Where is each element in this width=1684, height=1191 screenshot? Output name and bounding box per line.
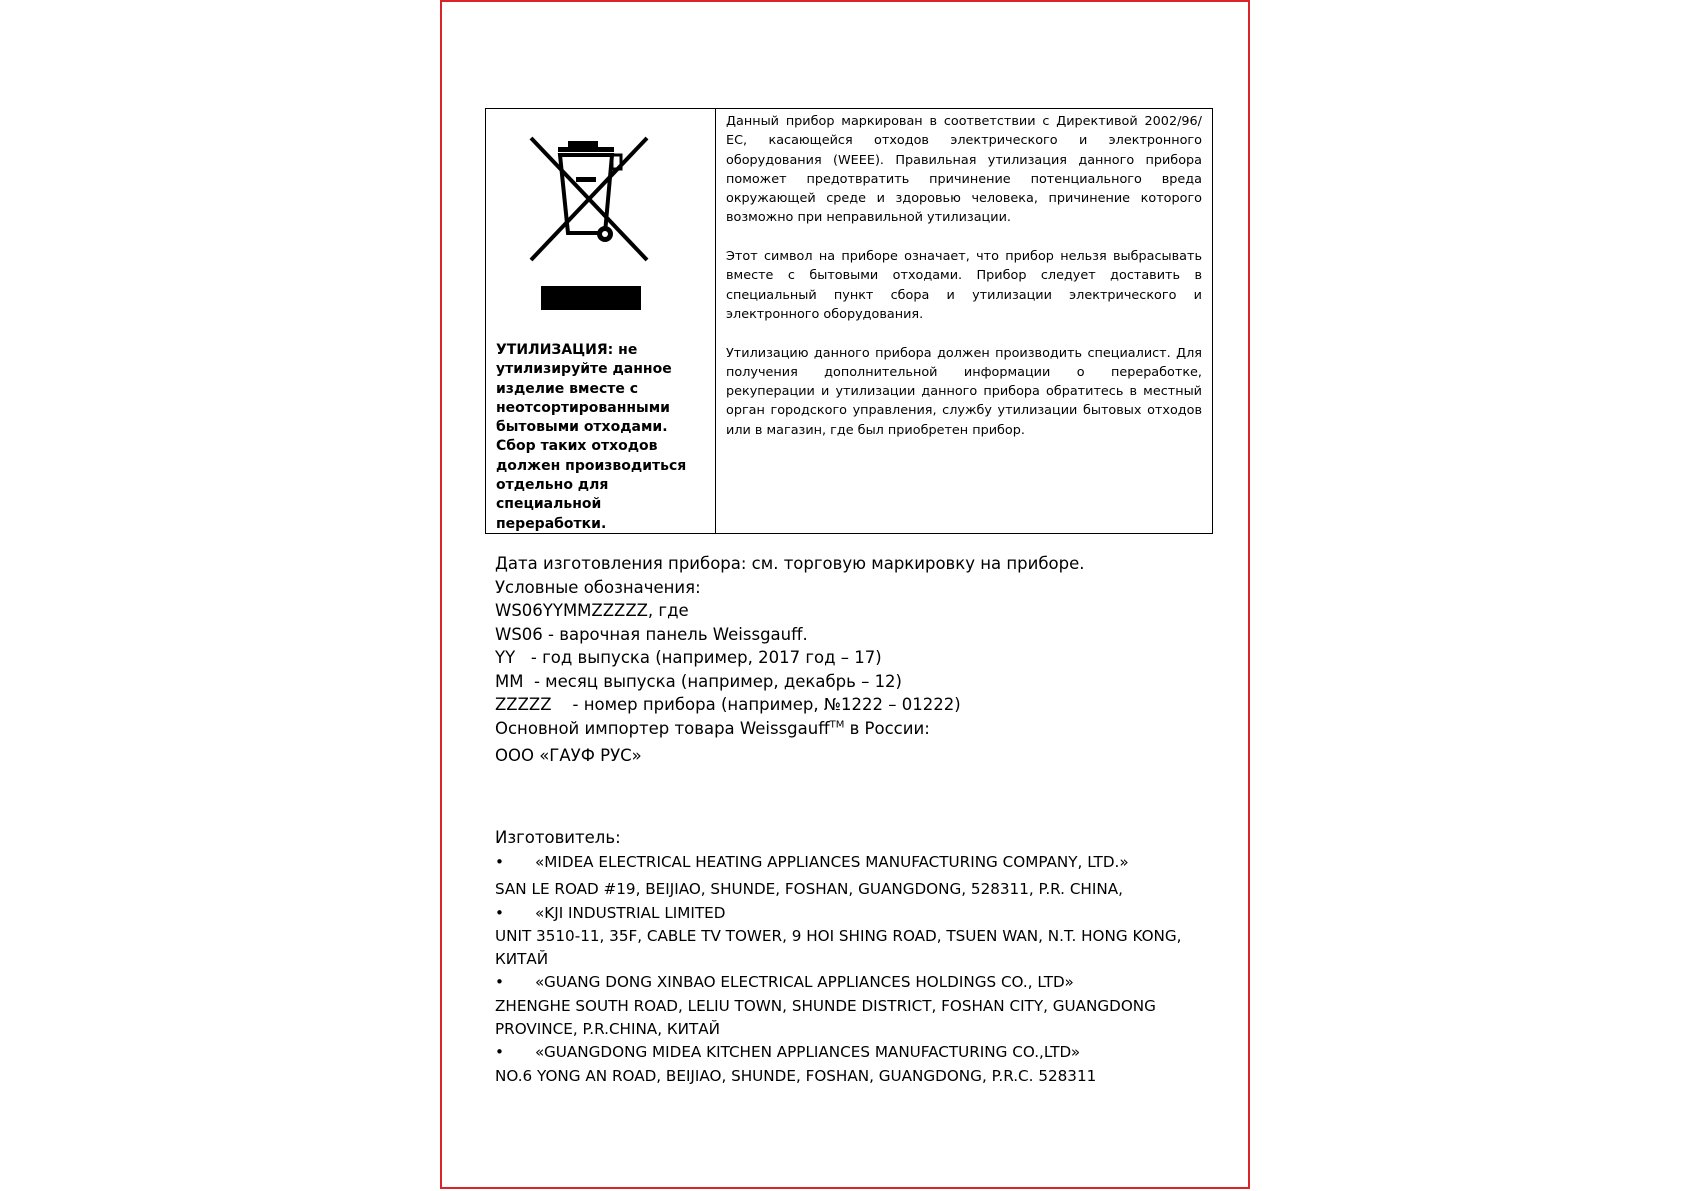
serial-code-format: WS06YYMMZZZZZ, где <box>495 601 689 620</box>
bullet: • <box>495 973 504 992</box>
list-item <box>495 1041 1215 1064</box>
code-line-number: ZZZZZ - номер прибора (например, №1222 – 01222) <box>495 695 961 714</box>
legend-title: Условные обозначения: <box>495 577 701 597</box>
importer-name: ООО «ГАУФ РУС» <box>495 746 642 765</box>
bullet: • <box>495 1043 504 1062</box>
manufacturer-address: NO.6 YONG AN ROAD, BEIJIAO, SHUNDE, FOSHAN, GUANGDONG, P.R.C. 528311 <box>495 1066 1097 1085</box>
manufacturer-address: ZHENGHE SOUTH ROAD, LELIU TOWN, SHUNDE DISTRICT, FOSHAN CITY, GUANGDONG PROVINCE, P.R.CHINA, КИТАЙ <box>495 996 1156 1039</box>
list-item <box>495 902 1215 925</box>
manufacturer-list <box>495 851 1215 1088</box>
manufacture-date-line: Дата изготовления прибора: см. торговую маркировку на приборе. <box>495 554 1085 573</box>
manufacturer-address: UNIT 3510-11, 35F, CABLE TV TOWER, 9 HOI SHING ROAD, TSUEN WAN, N.T. HONG KONG, КИТАЙ <box>495 926 1182 969</box>
code-line-month: MM - месяц выпуска (например, декабрь – 12) <box>495 671 902 691</box>
manufacturer-title: Изготовитель: <box>495 827 621 847</box>
weee-paragraph-specialist: Утилизацию данного прибора должен производить специалист. Для получения дополнительной информации о переработке, рекуперации и утилизации данного прибора обратитесь в местный орган городского управления, службу утилизации бытовых отходов или в магазин, где был приобретен прибор. <box>726 345 1202 438</box>
list-item <box>495 851 1215 874</box>
bullet: • <box>495 903 504 922</box>
importer-prefix: Основной импортер товара Weissgauff <box>495 718 830 738</box>
manufacturer-name: «MIDEA ELECTRICAL HEATING APPLIANCES MANUFACTURING COMPANY, LTD.» <box>535 853 1129 871</box>
weee-disposal-table <box>485 108 1213 534</box>
manufacturer-address: SAN LE ROAD #19, BEIJIAO, SHUNDE, FOSHAN, GUANGDONG, 528311, P.R. CHINA, <box>495 880 1123 899</box>
trademark-sup: TM <box>829 719 845 730</box>
code-line-model: WS06 - варочная панель Weissgauff. <box>495 624 808 644</box>
manufacturer-name: «KJI INDUSTRIAL LIMITED <box>535 903 726 922</box>
weee-info-cell <box>716 109 1212 533</box>
disposal-warning: УТИЛИЗАЦИЯ: не утилизируйте данное изделие вместе с неотсортированными бытовыми отходами. Сбор таких отходов должен производиться отдельно для специальной переработки. <box>496 342 687 532</box>
importer-suffix: в России: <box>844 718 930 738</box>
bullet: • <box>495 853 504 871</box>
manufacturer-name: «GUANG DONG XINBAO ELECTRICAL APPLIANCES HOLDINGS CO., LTD» <box>535 973 1074 992</box>
manufacture-info <box>495 552 1215 1088</box>
code-line-year: YY - год выпуска (например, 2017 год – 17) <box>495 648 882 667</box>
weee-paragraph-directive: Данный прибор маркирован в соответствии с Директивой 2002/96/ЕС, касающейся отходов электрического и электронного оборудования (WEEE). Правильная утилизация данного прибора поможет предотвратить причинение потенциального вреда окружающей среде и здоровью человека, причинение которого возможно при неправильной утилизации. <box>726 114 1202 226</box>
crossed-out-wheelie-bin-icon <box>528 135 650 263</box>
weee-symbol-cell <box>486 109 716 533</box>
weee-paragraph-symbol: Этот символ на приборе означает, что прибор нельзя выбрасывать вместе с бытовыми отходами. Прибор следует доставить в специальный пункт сбора и утилизации электрического и электронного оборудования. <box>726 249 1202 322</box>
weee-black-bar <box>541 286 641 310</box>
manufacturer-name: «GUANGDONG MIDEA KITCHEN APPLIANCES MANUFACTURING CO.,LTD» <box>535 1043 1081 1062</box>
list-item <box>495 971 1215 994</box>
importer-line <box>495 717 1215 741</box>
